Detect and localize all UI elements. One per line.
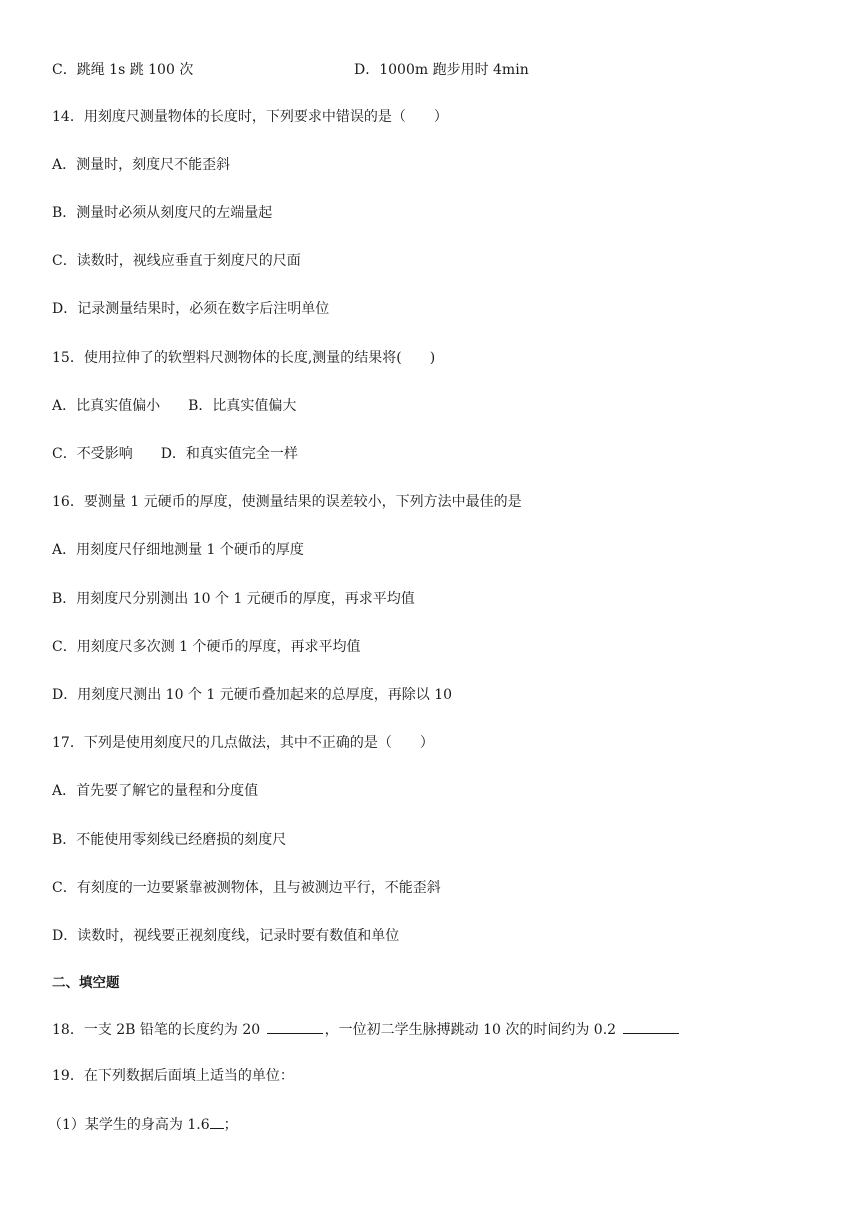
section-heading-fill-in: 二、填空题 bbox=[52, 975, 120, 991]
q18-stem bbox=[52, 1019, 681, 1040]
q17-option-a: A．首先要了解它的量程和分度值 bbox=[52, 783, 259, 799]
q16-option-b: B．用刻度尺分别测出 10 个 1 元硬币的厚度，再求平均值 bbox=[52, 591, 415, 607]
q17-stem: 17．下列是使用刻度尺的几点做法，其中不正确的是（ ） bbox=[52, 735, 434, 751]
q15-stem: 15．使用拉伸了的软塑料尺测物体的长度,测量的结果将( ) bbox=[52, 350, 436, 366]
q16-option-d: D．用刻度尺测出 10 个 1 元硬币叠加起来的总厚度，再除以 10 bbox=[52, 687, 453, 703]
q16-option-c: C．用刻度尺多次测 1 个硬币的厚度，再求平均值 bbox=[52, 639, 361, 655]
q17-option-d: D．读数时，视线要正视刻度线，记录时要有数值和单位 bbox=[52, 928, 400, 944]
q18-text-part2: ，一位初二学生脉搏跳动 10 次的时间约为 0.2 bbox=[324, 1022, 621, 1038]
q18-text-part1: 18．一支 2B 铅笔的长度约为 20 bbox=[52, 1022, 265, 1038]
q15-options-row2: C．不受影响 D．和真实值完全一样 bbox=[52, 446, 298, 462]
q17-option-b: B．不能使用零刻线已经磨损的刻度尺 bbox=[52, 832, 287, 848]
q15-options-row1: A．比真实值偏小 B．比真实值偏大 bbox=[52, 398, 297, 414]
q16-stem: 16．要测量 1 元硬币的厚度，使测量结果的误差较小，下列方法中最佳的是 bbox=[52, 494, 522, 510]
q18-blank-1[interactable] bbox=[267, 1019, 323, 1034]
q14-option-b: B．测量时必须从刻度尺的左端量起 bbox=[52, 205, 273, 221]
q19-sub1-text: （1）某学生的身高为 1.6 bbox=[48, 1117, 210, 1133]
q16-option-a: A．用刻度尺仔细地测量 1 个硬币的厚度 bbox=[52, 542, 304, 558]
q19-sub1 bbox=[48, 1114, 238, 1135]
q18-blank-2[interactable] bbox=[623, 1019, 679, 1034]
q14-option-d: D．记录测量结果时，必须在数字后注明单位 bbox=[52, 301, 330, 317]
q14-option-c: C．读数时，视线应垂直于刻度尺的尺面 bbox=[52, 253, 301, 269]
q19-sub1-suffix: ； bbox=[223, 1117, 238, 1133]
q13-option-c: C．跳绳 1s 跳 100 次 bbox=[52, 62, 194, 78]
q14-option-a: A．测量时，刻度尺不能歪斜 bbox=[52, 157, 231, 173]
q14-stem: 14．用刻度尺测量物体的长度时，下列要求中错误的是（ ） bbox=[52, 109, 448, 125]
q19-sub1-blank[interactable] bbox=[210, 1114, 224, 1129]
q17-option-c: C．有刻度的一边要紧靠被测物体，且与被测边平行，不能歪斜 bbox=[52, 880, 441, 896]
q19-stem: 19．在下列数据后面填上适当的单位： bbox=[52, 1068, 294, 1084]
q13-option-d: D．1000m 跑步用时 4min bbox=[354, 62, 529, 78]
